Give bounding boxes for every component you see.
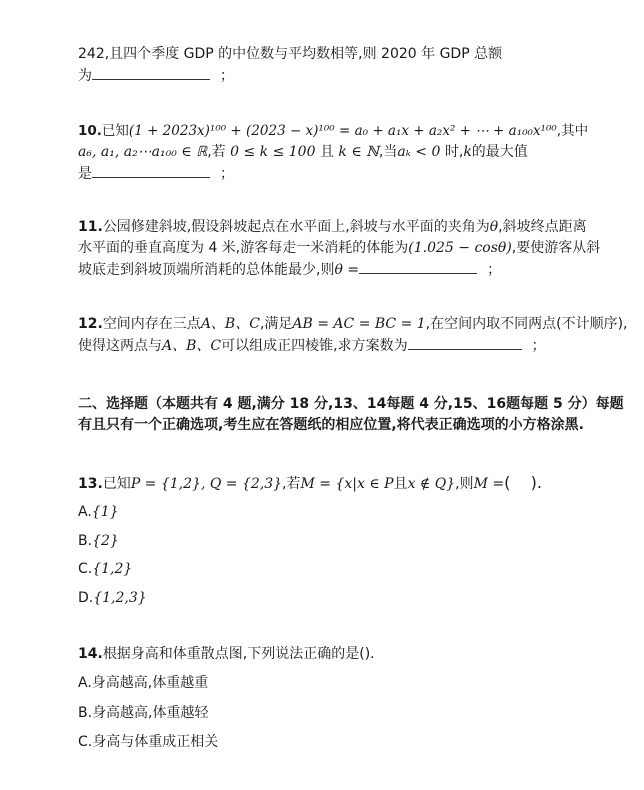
q9-line1: 242,且四个季度 GDP 的中位数与平均数相等,则 2020 年 GDP 总额 bbox=[78, 46, 503, 62]
q14-option-a-value: 身高越高,体重越重 bbox=[91, 675, 209, 691]
q13-option-d-value: {1,2,3} bbox=[93, 590, 147, 606]
q11-text-c: 水平面的垂直高度为 4 米,游客每走一米消耗的体能为 bbox=[78, 240, 409, 256]
q13-number: 13. bbox=[78, 476, 103, 492]
q10-line2 bbox=[78, 142, 618, 163]
q10-text-d: 且 bbox=[315, 144, 339, 160]
q13-text-c: 且 bbox=[393, 476, 408, 492]
q10-math-k: k ∈ ℕ bbox=[338, 144, 379, 160]
q14-option-b[interactable] bbox=[78, 703, 209, 723]
q13-text-b: ,若 bbox=[282, 476, 301, 492]
q14-option-a-letter: A. bbox=[78, 675, 92, 691]
q10-text-c: ,若 bbox=[207, 144, 231, 160]
q9-suffix: ； bbox=[220, 68, 234, 84]
q14-option-c[interactable] bbox=[78, 732, 218, 752]
q14-text: 根据身高和体重散点图,下列说法正确的是(). bbox=[102, 646, 375, 662]
q10-binomial-equation: (1 + 2023x)¹⁰⁰ + (2023 − x)¹⁰⁰ = a₀ + a₁x + a₂x² + ⋯ + a₁₀₀x¹⁰⁰ bbox=[128, 123, 557, 139]
q12-number: 12. bbox=[78, 316, 103, 332]
q13-option-c-letter: C. bbox=[78, 561, 93, 577]
q13-text-a: 已知 bbox=[102, 476, 131, 492]
q11-text-b: ,斜坡终点距离 bbox=[498, 219, 587, 235]
q10-text-g: 的最大值 bbox=[471, 144, 528, 160]
q12-text-a: 空间内存在三点 bbox=[102, 316, 201, 332]
question-14 bbox=[78, 644, 618, 665]
question-12 bbox=[78, 314, 628, 357]
q11-text-e: 坡底走到斜坡顶端所消耗的总体能最少,则 bbox=[78, 262, 335, 278]
q13-option-c-value: {1,2} bbox=[92, 561, 133, 577]
q9-answer-blank bbox=[92, 65, 210, 80]
q13-math-m-cond: x ∉ Q} bbox=[407, 476, 456, 492]
q10-text-f: 时, bbox=[440, 144, 464, 160]
q13-text-d: ,则 bbox=[455, 476, 474, 492]
q12-text-b: ,满足 bbox=[259, 316, 293, 332]
question-13 bbox=[78, 472, 618, 495]
question-10 bbox=[78, 121, 618, 185]
q12-math-equal-sides: AB = AC = BC = 1 bbox=[292, 316, 426, 332]
section-2-line2: 有且只有一个正确选项,考生应在答题纸的相应位置,将代表正确选项的小方格涂黑. bbox=[78, 417, 584, 433]
q10-line1 bbox=[78, 121, 618, 142]
q10-number: 10. bbox=[78, 123, 102, 139]
q10-math-range: 0 ≤ k ≤ 100 bbox=[230, 144, 316, 160]
q13-option-d-letter: D. bbox=[78, 590, 94, 606]
q13-option-c[interactable] bbox=[78, 559, 132, 579]
q14-number: 14. bbox=[78, 646, 103, 662]
q10-math-coeffs: a₆, a₁, a₂⋯a₁₀₀ ∈ ℝ bbox=[78, 144, 208, 160]
q14-option-b-letter: B. bbox=[78, 705, 93, 721]
q13-option-a-value: {1} bbox=[91, 504, 119, 520]
q10-text-a: 已知 bbox=[101, 123, 129, 139]
q13-option-d[interactable] bbox=[78, 588, 147, 608]
q10-line3 bbox=[78, 163, 618, 185]
q11-math-theta-eq: θ = bbox=[334, 262, 360, 278]
q11-answer-blank bbox=[359, 259, 477, 274]
q10-text-e: ,当 bbox=[378, 144, 398, 160]
q13-option-a[interactable] bbox=[78, 502, 119, 522]
q10-prefix: 是 bbox=[78, 166, 92, 182]
q14-option-c-value: 身高与体重成正相关 bbox=[92, 734, 219, 750]
section-2-heading bbox=[78, 394, 624, 436]
q11-suffix: ； bbox=[487, 262, 502, 278]
q12-text-c: ,在空间内取不同两点(不计顺序), bbox=[425, 316, 628, 332]
q11-line2 bbox=[78, 238, 618, 259]
question-11 bbox=[78, 217, 618, 281]
q13-math-m-def: M = {x|x ∈ P bbox=[300, 476, 394, 492]
q12-text-d: 使得这两点与 bbox=[78, 338, 162, 354]
q11-math-theta: θ bbox=[489, 219, 499, 235]
q13-option-a-letter: A. bbox=[78, 504, 92, 520]
q10-math-ak: aₖ < 0 bbox=[397, 144, 441, 160]
q14-option-a[interactable] bbox=[78, 673, 208, 693]
q11-line3 bbox=[78, 259, 618, 281]
q11-number: 11. bbox=[78, 219, 103, 235]
q12-answer-blank bbox=[408, 335, 522, 350]
q13-math-m-eq: M = bbox=[473, 476, 505, 492]
q9-prefix: 为 bbox=[78, 68, 92, 84]
section-2-line1: 二、选择题（本题共有 4 题,满分 18 分,13、14每题 4 分,15、16题每题 5 分）每题 bbox=[78, 396, 624, 412]
q13-option-b-letter: B. bbox=[78, 533, 93, 549]
q10-suffix: ； bbox=[220, 166, 234, 182]
question-9-tail bbox=[78, 44, 618, 87]
q12-line2 bbox=[78, 335, 618, 357]
q10-math-k2: k bbox=[463, 144, 472, 160]
q10-answer-blank bbox=[92, 163, 210, 178]
q11-text-d: ,要使游客从斜 bbox=[511, 240, 601, 256]
q12-line1 bbox=[78, 314, 628, 335]
q12-math-points: A、B、C bbox=[200, 316, 260, 332]
q11-line1 bbox=[78, 217, 618, 238]
q10-text-b: ,其中 bbox=[556, 123, 589, 139]
q14-stem bbox=[78, 644, 618, 665]
q9-line2 bbox=[78, 65, 618, 87]
q14-option-c-letter: C. bbox=[78, 734, 93, 750]
q13-answer-paren: ( ). bbox=[504, 473, 542, 492]
q11-math-energy: (1.025 − cosθ) bbox=[408, 240, 512, 256]
q13-option-b-value: {2} bbox=[92, 533, 119, 549]
q12-suffix: ； bbox=[531, 338, 546, 354]
q14-option-b-value: 身高越高,体重越轻 bbox=[92, 705, 209, 721]
q13-math-sets: P = {1,2}, Q = {2,3} bbox=[130, 476, 283, 492]
q12-text-e: 可以组成正四棱锥,求方案数为 bbox=[221, 338, 408, 354]
q11-text-a: 公园修建斜坡,假设斜坡起点在水平面上,斜坡与水平面的夹角为 bbox=[102, 219, 490, 235]
q13-stem bbox=[78, 472, 618, 495]
q12-math-points2: A、B、C bbox=[162, 338, 222, 354]
q13-option-b[interactable] bbox=[78, 531, 119, 551]
